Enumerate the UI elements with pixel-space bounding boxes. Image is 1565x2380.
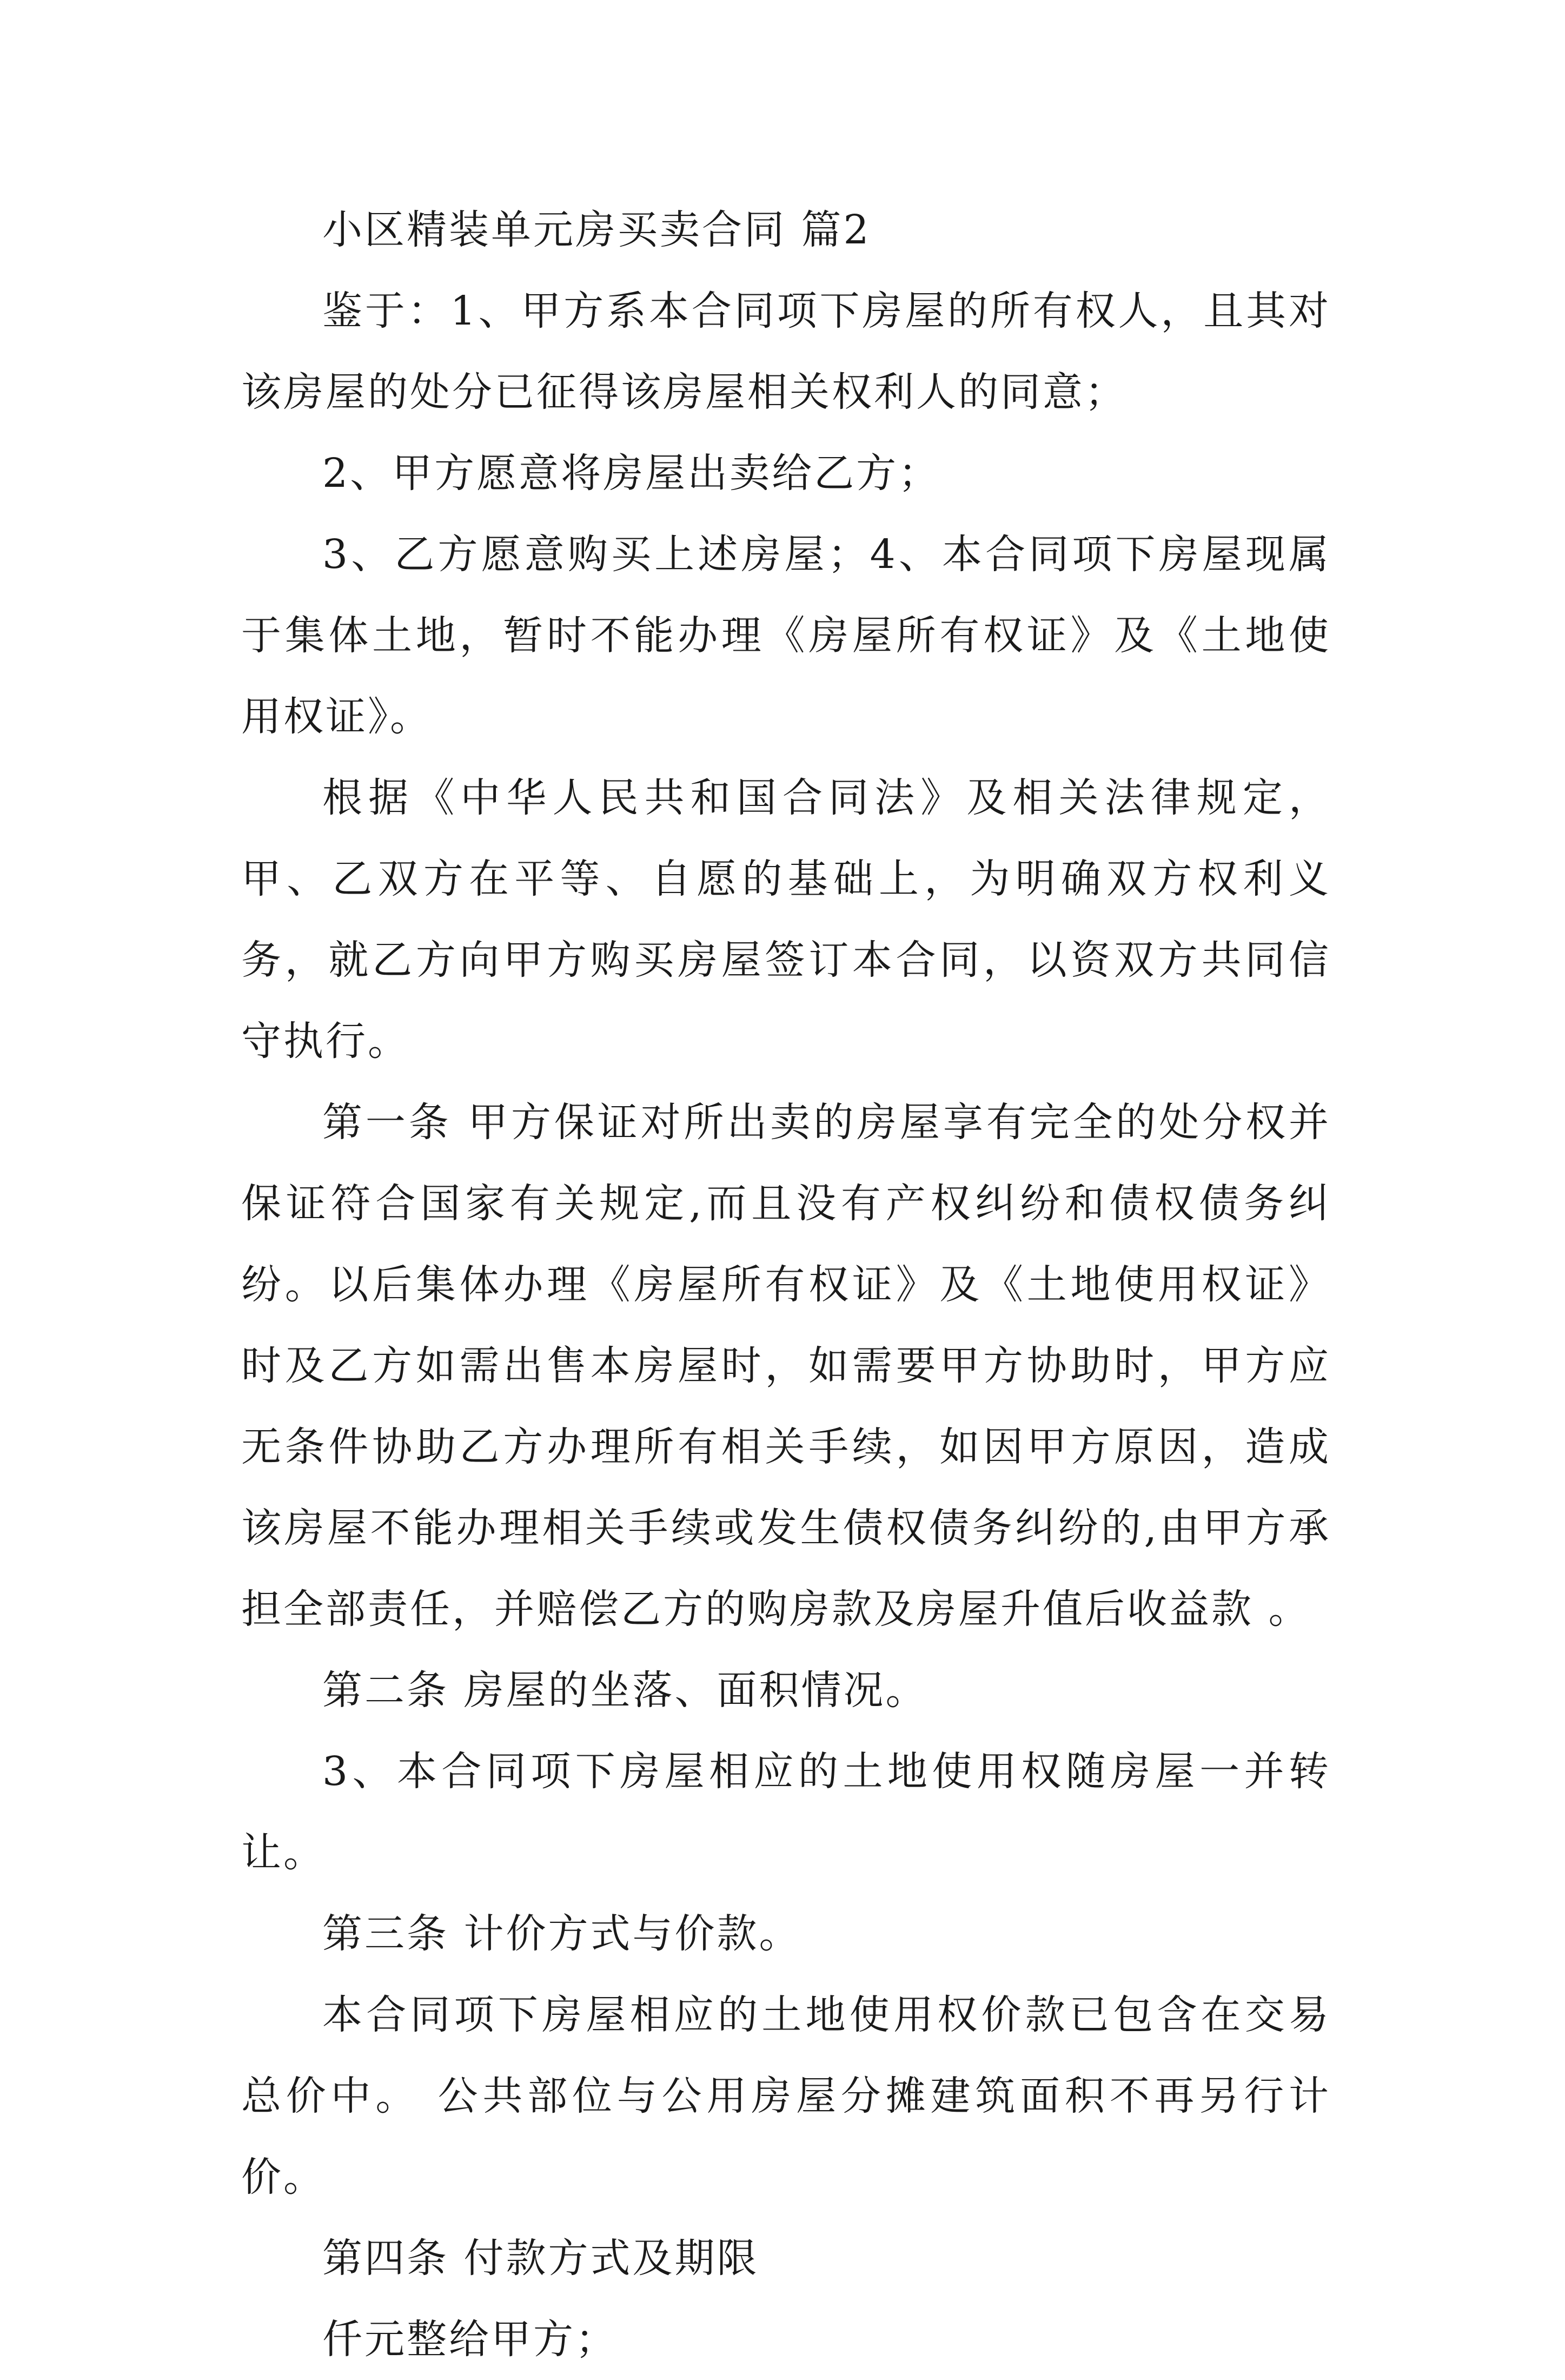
paragraph-article-4-body: 仟元整给甲方； [322,2316,618,2363]
paragraph-article-2-heading: 第二条 房屋的坐落、面积情况。 [322,1667,928,1714]
paragraph-article-1: 第一条 甲方保证对所出卖的房屋享有完全的处分权并保证符合国家有关规定,而且没有产权纠纷和债权债务纠纷。以后集体办理《房屋所有权证》及《土地使用权证》时及乙方如需出售本房屋时，如需要甲方协助时，甲方应无条件协助乙方办理所有相关手续，如因甲方原因，造成该房屋不能办理相关手续或发生债权债务纠纷的,由甲方承担全部责任，并赔偿乙方的购房款及房屋升值后收益款 。 [241,1099,1331,1632]
paragraph-article-4-heading: 第四条 付款方式及期限 [322,2235,759,2282]
paragraph-article-2-item-3: 3、本合同项下房屋相应的土地使用权随房屋一并转让。 [241,1748,1331,1876]
paragraph-recital-2: 2、甲方愿意将房屋出卖给乙方； [322,450,941,497]
document-body [241,189,1331,2380]
paragraph-article-3-heading: 第三条 计价方式与价款。 [322,1910,801,1957]
paragraph-recital-3-4: 3、乙方愿意购买上述房屋；4、本合同项下房屋现属于集体土地，暂时不能办理《房屋所有权证》及《土地使用权证》。 [241,531,1331,740]
paragraph-legal-basis: 根据《中华人民共和国合同法》及相关法律规定，甲、乙双方在平等、自愿的基础上，为明确双方权利义务，就乙方向甲方购买房屋签订本合同，以资双方共同信守执行。 [241,775,1331,1065]
paragraph-recital-1: 鉴于：1、甲方系本合同项下房屋的所有权人，且其对该房屋的处分已征得该房屋相关权利人的同意； [241,288,1331,415]
document-title: 小区精装单元房买卖合同 篇2 [322,207,871,253]
paragraph-article-3-body: 本合同项下房屋相应的土地使用权价款已包含在交易总价中。 公共部位与公用房屋分摊建筑面积不再另行计价。 [241,1992,1331,2200]
